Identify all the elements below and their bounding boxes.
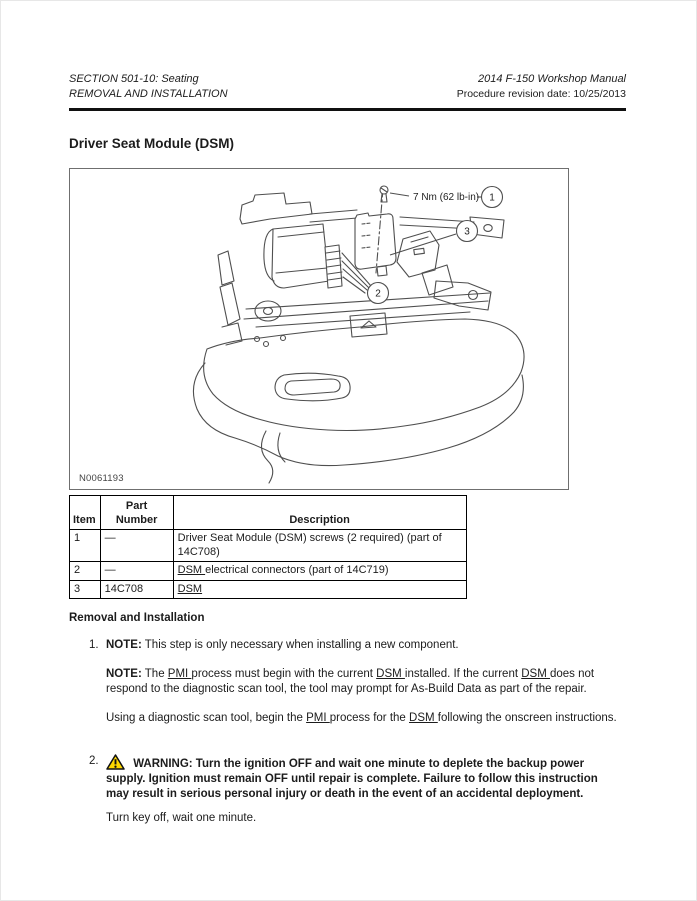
inline-link[interactable]: DSM bbox=[177, 582, 203, 595]
step-2-number: 2. bbox=[89, 755, 99, 767]
step-2-body bbox=[106, 754, 598, 840]
inline-link[interactable]: DSM bbox=[376, 668, 405, 680]
callout-1-number: 1 bbox=[489, 192, 495, 204]
step-2 bbox=[69, 754, 656, 840]
procedure-heading: Removal and Installation bbox=[69, 612, 205, 624]
callout-2-number: 2 bbox=[375, 288, 381, 300]
step-1-pmi-note: NOTE: The PMI process must begin with the current DSM installed. If the current DSM does not respond to the diagnostic scan tool, the tool may prompt for As-Build Data as part of the repair. bbox=[106, 668, 595, 695]
col-header-part-number: Part Number bbox=[100, 496, 173, 530]
table-row-1 bbox=[70, 530, 467, 562]
item-cell: 2 bbox=[70, 562, 101, 581]
table-row-2 bbox=[70, 562, 467, 581]
step-2-warning: WARNING: Turn the ignition OFF and wait one minute to deplete the backup power supply. Ignition must remain OFF until repair is complete. Failure to follow this instruction may result in serious personal injury or death in the event of an accidental deployment. bbox=[106, 754, 598, 802]
section-title: SECTION 501-10: Seating bbox=[69, 73, 199, 85]
header-section-block bbox=[69, 72, 228, 102]
step-1-number: 1. bbox=[89, 639, 99, 651]
col-header-item: Item bbox=[70, 496, 101, 530]
description-cell: DSM electrical connectors (part of 14C719) bbox=[173, 562, 466, 581]
inline-link[interactable]: DSM bbox=[521, 668, 550, 680]
page-header bbox=[69, 72, 626, 102]
item-cell: 3 bbox=[70, 580, 101, 599]
figure-id: N0061193 bbox=[79, 473, 124, 484]
table-row-3 bbox=[70, 580, 467, 599]
item-cell: 1 bbox=[70, 530, 101, 562]
callout-3-number: 3 bbox=[464, 226, 470, 238]
part-number-cell: 14C708 bbox=[100, 580, 173, 599]
torque-label: 7 Nm (62 lb-in) bbox=[413, 192, 480, 203]
inline-link[interactable]: DSM bbox=[409, 712, 438, 724]
inline-link[interactable]: DSM bbox=[177, 564, 206, 576]
step-1 bbox=[69, 638, 656, 740]
inline-link[interactable]: PMI bbox=[306, 712, 330, 724]
warning-icon bbox=[106, 754, 125, 770]
step-1-note: NOTE: This step is only necessary when installing a new component. bbox=[106, 639, 459, 651]
step-1-instruction: Using a diagnostic scan tool, begin the PMI process for the DSM following the onscreen instructions. bbox=[106, 712, 617, 724]
inline-link[interactable]: PMI bbox=[167, 668, 192, 680]
part-number-cell: — bbox=[100, 562, 173, 581]
revision-date: Procedure revision date: 10/25/2013 bbox=[456, 88, 626, 100]
parts-table bbox=[69, 495, 467, 599]
description-cell: Driver Seat Module (DSM) screws (2 required) (part of 14C708) bbox=[173, 530, 466, 562]
step-2-instruction: Turn key off, wait one minute. bbox=[106, 812, 257, 824]
page-title: Driver Seat Module (DSM) bbox=[69, 136, 235, 151]
col-header-description: Description bbox=[173, 496, 466, 530]
torque-leader-line bbox=[390, 193, 409, 196]
section-subtitle: REMOVAL AND INSTALLATION bbox=[69, 88, 228, 100]
figure-dsm-diagram bbox=[69, 168, 569, 490]
step-1-body bbox=[106, 638, 617, 740]
description-cell bbox=[173, 580, 466, 599]
header-divider bbox=[69, 108, 626, 111]
part-number-cell: — bbox=[100, 530, 173, 562]
callout-3-leader bbox=[390, 234, 456, 255]
parts-table-header-row bbox=[70, 496, 467, 530]
seat-diagram-svg bbox=[70, 169, 567, 488]
header-manual-block bbox=[457, 72, 626, 102]
manual-title: 2014 F-150 Workshop Manual bbox=[478, 73, 626, 85]
